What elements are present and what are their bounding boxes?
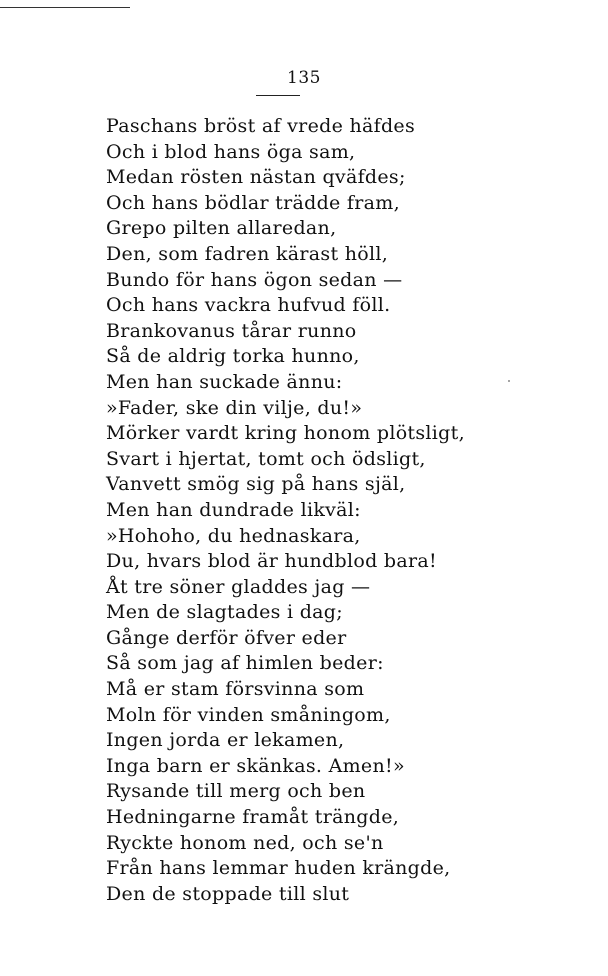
poem-line: Och hans bödlar trädde fram, (106, 191, 400, 214)
top-edge-rule (0, 7, 130, 8)
poem-line: Och hans vackra hufvud föll. (106, 294, 391, 317)
poem-line: Moln för vinden småningom, (106, 703, 391, 726)
poem-line: Ryckte honom ned, och se'n (106, 831, 384, 854)
poem-line: Paschans bröst af vrede häfdes (106, 115, 416, 137)
poem-line: Må er stam försvinna som (106, 678, 365, 701)
poem-line: Åt tre söner gladdes jag — (106, 575, 371, 598)
poem-line: Du, hvars blod är hundblod bara! (106, 550, 437, 573)
poem-line: Den, som fadren kärast höll, (106, 242, 389, 265)
poem-line: Ingen jorda er lekamen, (106, 729, 345, 752)
page-number-underline (256, 95, 300, 96)
poem-line: Inga barn er skänkas. Amen!» (106, 754, 405, 777)
poem-line: Gånge derför öfver eder (106, 626, 347, 649)
poem-line: Hedningarne framåt trängde, (106, 806, 400, 829)
poem-line: Bundo för hans ögon sedan — (106, 268, 403, 291)
poem-line: Vanvett smög sig på hans själ, (106, 473, 406, 496)
page-number: 135 (287, 68, 321, 88)
poem-line: Så som jag af himlen beder: (106, 652, 384, 675)
poem-line: Rysande till merg och ben (106, 780, 366, 803)
poem-line: »Hohoho, du hednaskara, (106, 524, 361, 547)
poem-line: »Fader, ske din vilje, du!» (106, 396, 363, 419)
poem-line: Så de aldrig torka hunno, (106, 345, 360, 368)
poem-line: Den de stoppade till slut (106, 882, 350, 905)
paper-speck (508, 380, 510, 382)
poem-text (106, 114, 465, 907)
poem-line: Mörker vardt kring honom plötsligt, (106, 422, 465, 445)
poem-line: Grepo pilten allaredan, (106, 217, 337, 240)
poem-line: Men han dundrade likväl: (106, 498, 361, 521)
poem-line: Men de slagtades i dag; (106, 601, 343, 624)
poem-line: Medan rösten nästan qväfdes; (106, 166, 406, 189)
poem-line: Och i blod hans öga sam, (106, 140, 356, 163)
poem-line: Men han suckade ännu: (106, 370, 343, 393)
poem-line: Svart i hjertat, tomt och ödsligt, (106, 447, 426, 470)
poem-line: Brankovanus tårar runno (106, 319, 357, 342)
poem-line: Från hans lemmar huden krängde, (106, 857, 451, 880)
